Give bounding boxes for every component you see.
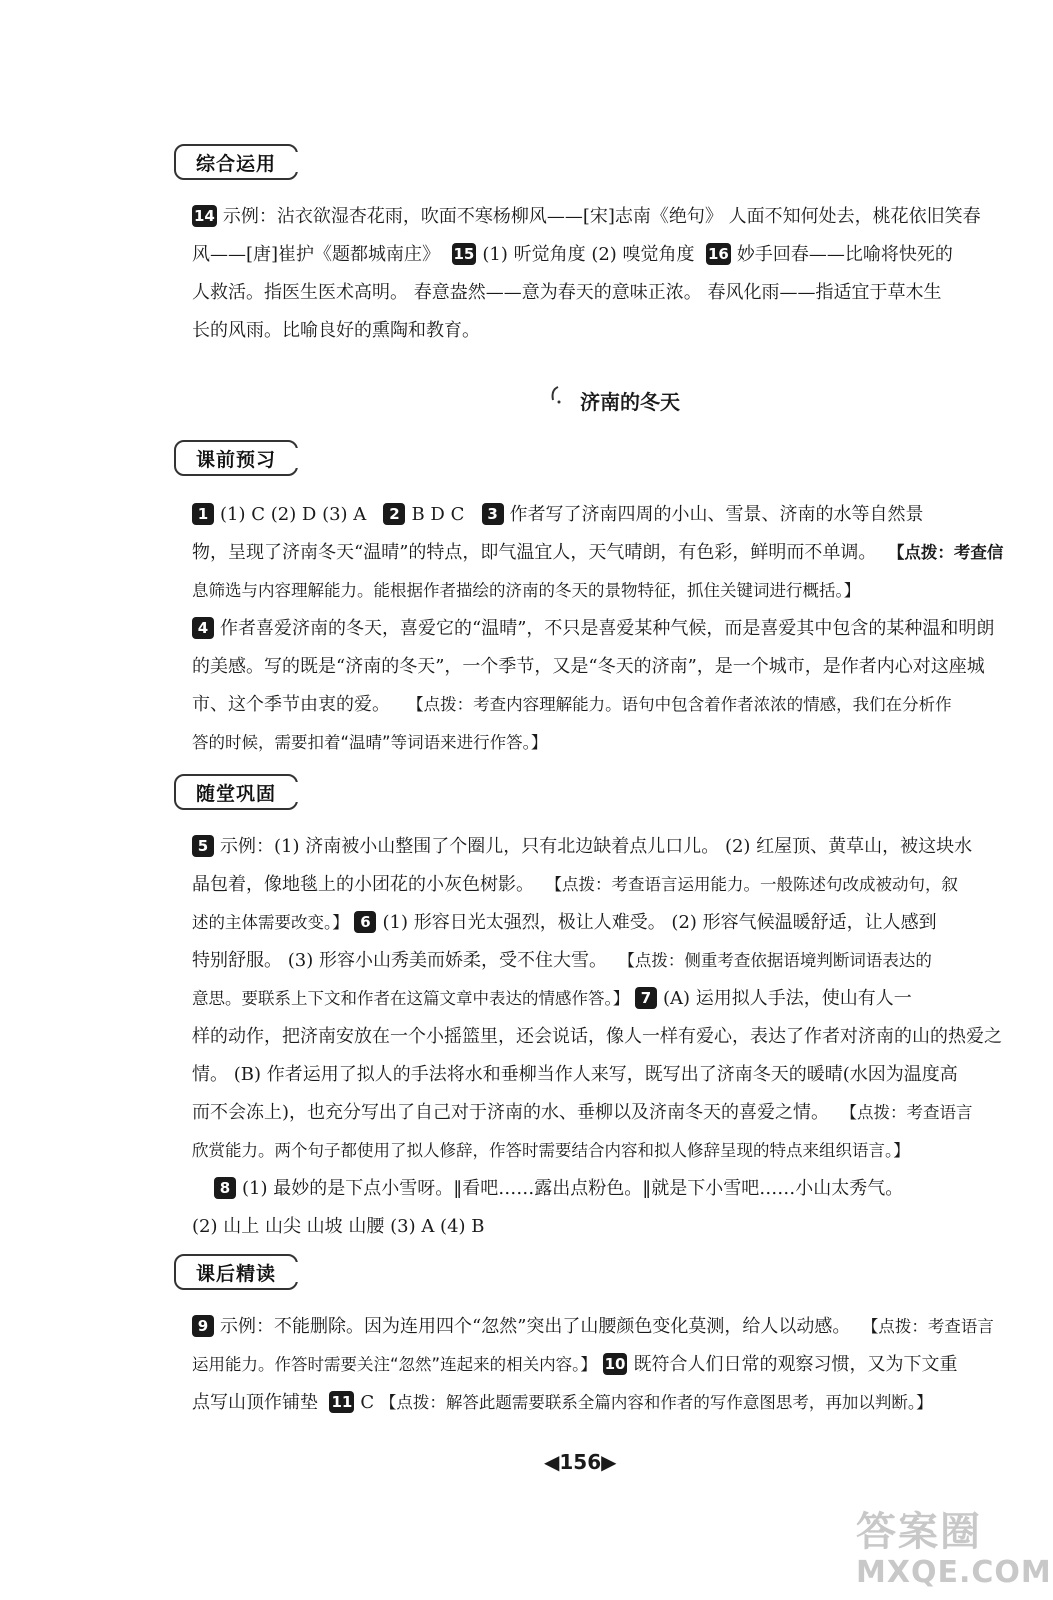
question-number: 15	[453, 245, 475, 263]
watermark-logo-text: 答案圈	[856, 1509, 982, 1555]
arrow-left-icon: ◀	[544, 1450, 560, 1474]
question-number: 9	[192, 1315, 214, 1337]
question-number: 4	[192, 617, 214, 639]
answer-line: 欣赏能力。两个句子都使用了拟人修辞，作答时需要结合内容和拟人修辞呈现的特点来组织语言。】	[192, 1141, 910, 1160]
page-number: ◀156▶	[544, 1450, 617, 1474]
answer-line: 4 作者喜爱济南的冬天，喜爱它的“温晴”，不只是喜爱某种气候，而是喜爱其中包含的某种温和明朗	[192, 610, 1053, 648]
answer-line: 运用能力。作答时需要关注“忽然”连起来的相关内容。】 10 既符合人们日常的观察习惯，又为下文重	[192, 1354, 958, 1375]
section-title-suitang: 随堂巩固	[174, 774, 298, 810]
section-title-kehou: 课后精读	[174, 1254, 298, 1290]
zonghe-answers	[192, 198, 1053, 350]
question-number: 11	[331, 1393, 353, 1411]
answer-line: 晶包着，像地毯上的小团花的小灰色树影。 【点拨：考查语言运用能力。一般陈述句改成被动句，叙	[192, 874, 958, 895]
answer-line: 述的主体需要改变。】 6 (1) 形容日光太强烈，极让人难受。 (2) 形容气候温暖舒适，让人感到	[192, 912, 937, 933]
answer-line: 的美感。写的既是“济南的冬天”，一个季节，又是“冬天的济南”，是一个城市，是作者内心对这座城	[192, 656, 985, 677]
answer-line: 人救活。指医生医术高明。 春意盎然——意为春天的意味正浓。 春风化雨——指适宜于草木生	[192, 282, 942, 303]
answer-line: 点写山顶作铺垫 11 C 【点拨：解答此题需要联系全篇内容和作者的写作意图思考，再加以判断。】	[192, 1392, 933, 1413]
arrow-right-icon: ▶	[601, 1450, 617, 1474]
answer-line: 9 示例：不能删除。因为连用四个“忽然”突出了山腰颜色变化莫测，给人以动感。 【点拨：考查语言	[192, 1308, 1053, 1346]
answer-line: 长的风雨。比喻良好的熏陶和教育。	[192, 320, 480, 341]
question-number: 7	[635, 987, 657, 1009]
question-number: 3	[482, 503, 504, 525]
answer-line: 14 示例：沾衣欲湿杏花雨，吹面不寒杨柳风——[宋]志南《绝句》 人面不知何处去，桃花依旧笑春	[194, 206, 981, 227]
section-title-zonghe: 综合运用	[174, 144, 298, 180]
answer-line: 答的时候，需要扣着“温晴”等词语来进行作答。】	[192, 733, 548, 752]
lesson-mark-icon	[548, 384, 564, 406]
kehou-answers	[192, 1308, 1053, 1422]
answer-line: 1 (1) C (2) D (3) A 2 B D C 3 作者写了济南四周的小山、雪景、济南的水等自然景	[192, 496, 1053, 534]
question-number: 16	[708, 245, 729, 263]
answer-line: 情。 (B) 作者运用了拟人的手法将水和垂柳当作人来写，既写出了济南冬天的暖晴(水因为温度高	[192, 1064, 958, 1085]
answer-line: 5 示例：(1) 济南被小山整围了个圈儿，只有北边缺着点儿口儿。 (2) 红屋顶、黄草山，被这块水	[192, 828, 1053, 866]
answer-line: 特别舒服。 (3) 形容小山秀美而娇柔，受不住大雪。 【点拨：侧重考查依据语境判断词语表达的	[192, 950, 932, 971]
answer-line: (2) 山上 山尖 山坡 山腰 (3) A (4) B	[192, 1216, 485, 1237]
question-number: 2	[383, 503, 405, 525]
section-title-keqian: 课前预习	[174, 440, 298, 476]
suitang-answers	[192, 828, 1053, 1246]
answer-line: 8 (1) 最妙的是下点小雪呀。‖看吧……露出点粉色。‖就是下小雪吧……小山太秀气。	[192, 1170, 1053, 1208]
question-number: 6	[354, 911, 376, 933]
lesson-title: 济南的冬天	[580, 390, 680, 414]
answer-line: 市、这个季节由衷的爱。 【点拨：考查内容理解能力。语句中包含着作者浓浓的情感，我们在分析作	[192, 694, 952, 715]
question-number: 8	[214, 1177, 236, 1199]
watermark-url: MXQE.COM	[856, 1555, 1052, 1590]
answer-line: 样的动作，把济南安放在一个小摇篮里，还会说话，像人一样有爱心，表达了作者对济南的山的热爱之	[192, 1026, 1002, 1047]
keqian-answers	[192, 496, 1053, 762]
question-number: 5	[192, 835, 214, 857]
watermark	[856, 1508, 1052, 1592]
answer-line: 风——[唐]崔护《题都城南庄》 15 (1) 听觉角度 (2) 嗅觉角度 16 妙手回春——比喻将快死的	[192, 244, 953, 265]
question-number: 14	[194, 207, 215, 225]
answer-line: 意思。要联系上下文和作者在这篇文章中表达的情感作答。】 7 (A) 运用拟人手法，使山有人一	[192, 988, 912, 1009]
answer-line: 物，呈现了济南冬天“温晴”的特点，即气温宜人，天气晴朗，有色彩，鲜明而不单调。 【点拨：考查信	[192, 542, 1004, 563]
question-number: 1	[192, 503, 214, 525]
answer-line: 息筛选与内容理解能力。能根据作者描绘的济南的冬天的景物特征，抓住关键词进行概括。】	[192, 581, 861, 600]
question-number: 10	[604, 1355, 626, 1373]
answer-line: 而不会冻上)，也充分写出了自己对于济南的水、垂柳以及济南冬天的喜爱之情。 【点拨：考查语言	[192, 1102, 973, 1123]
